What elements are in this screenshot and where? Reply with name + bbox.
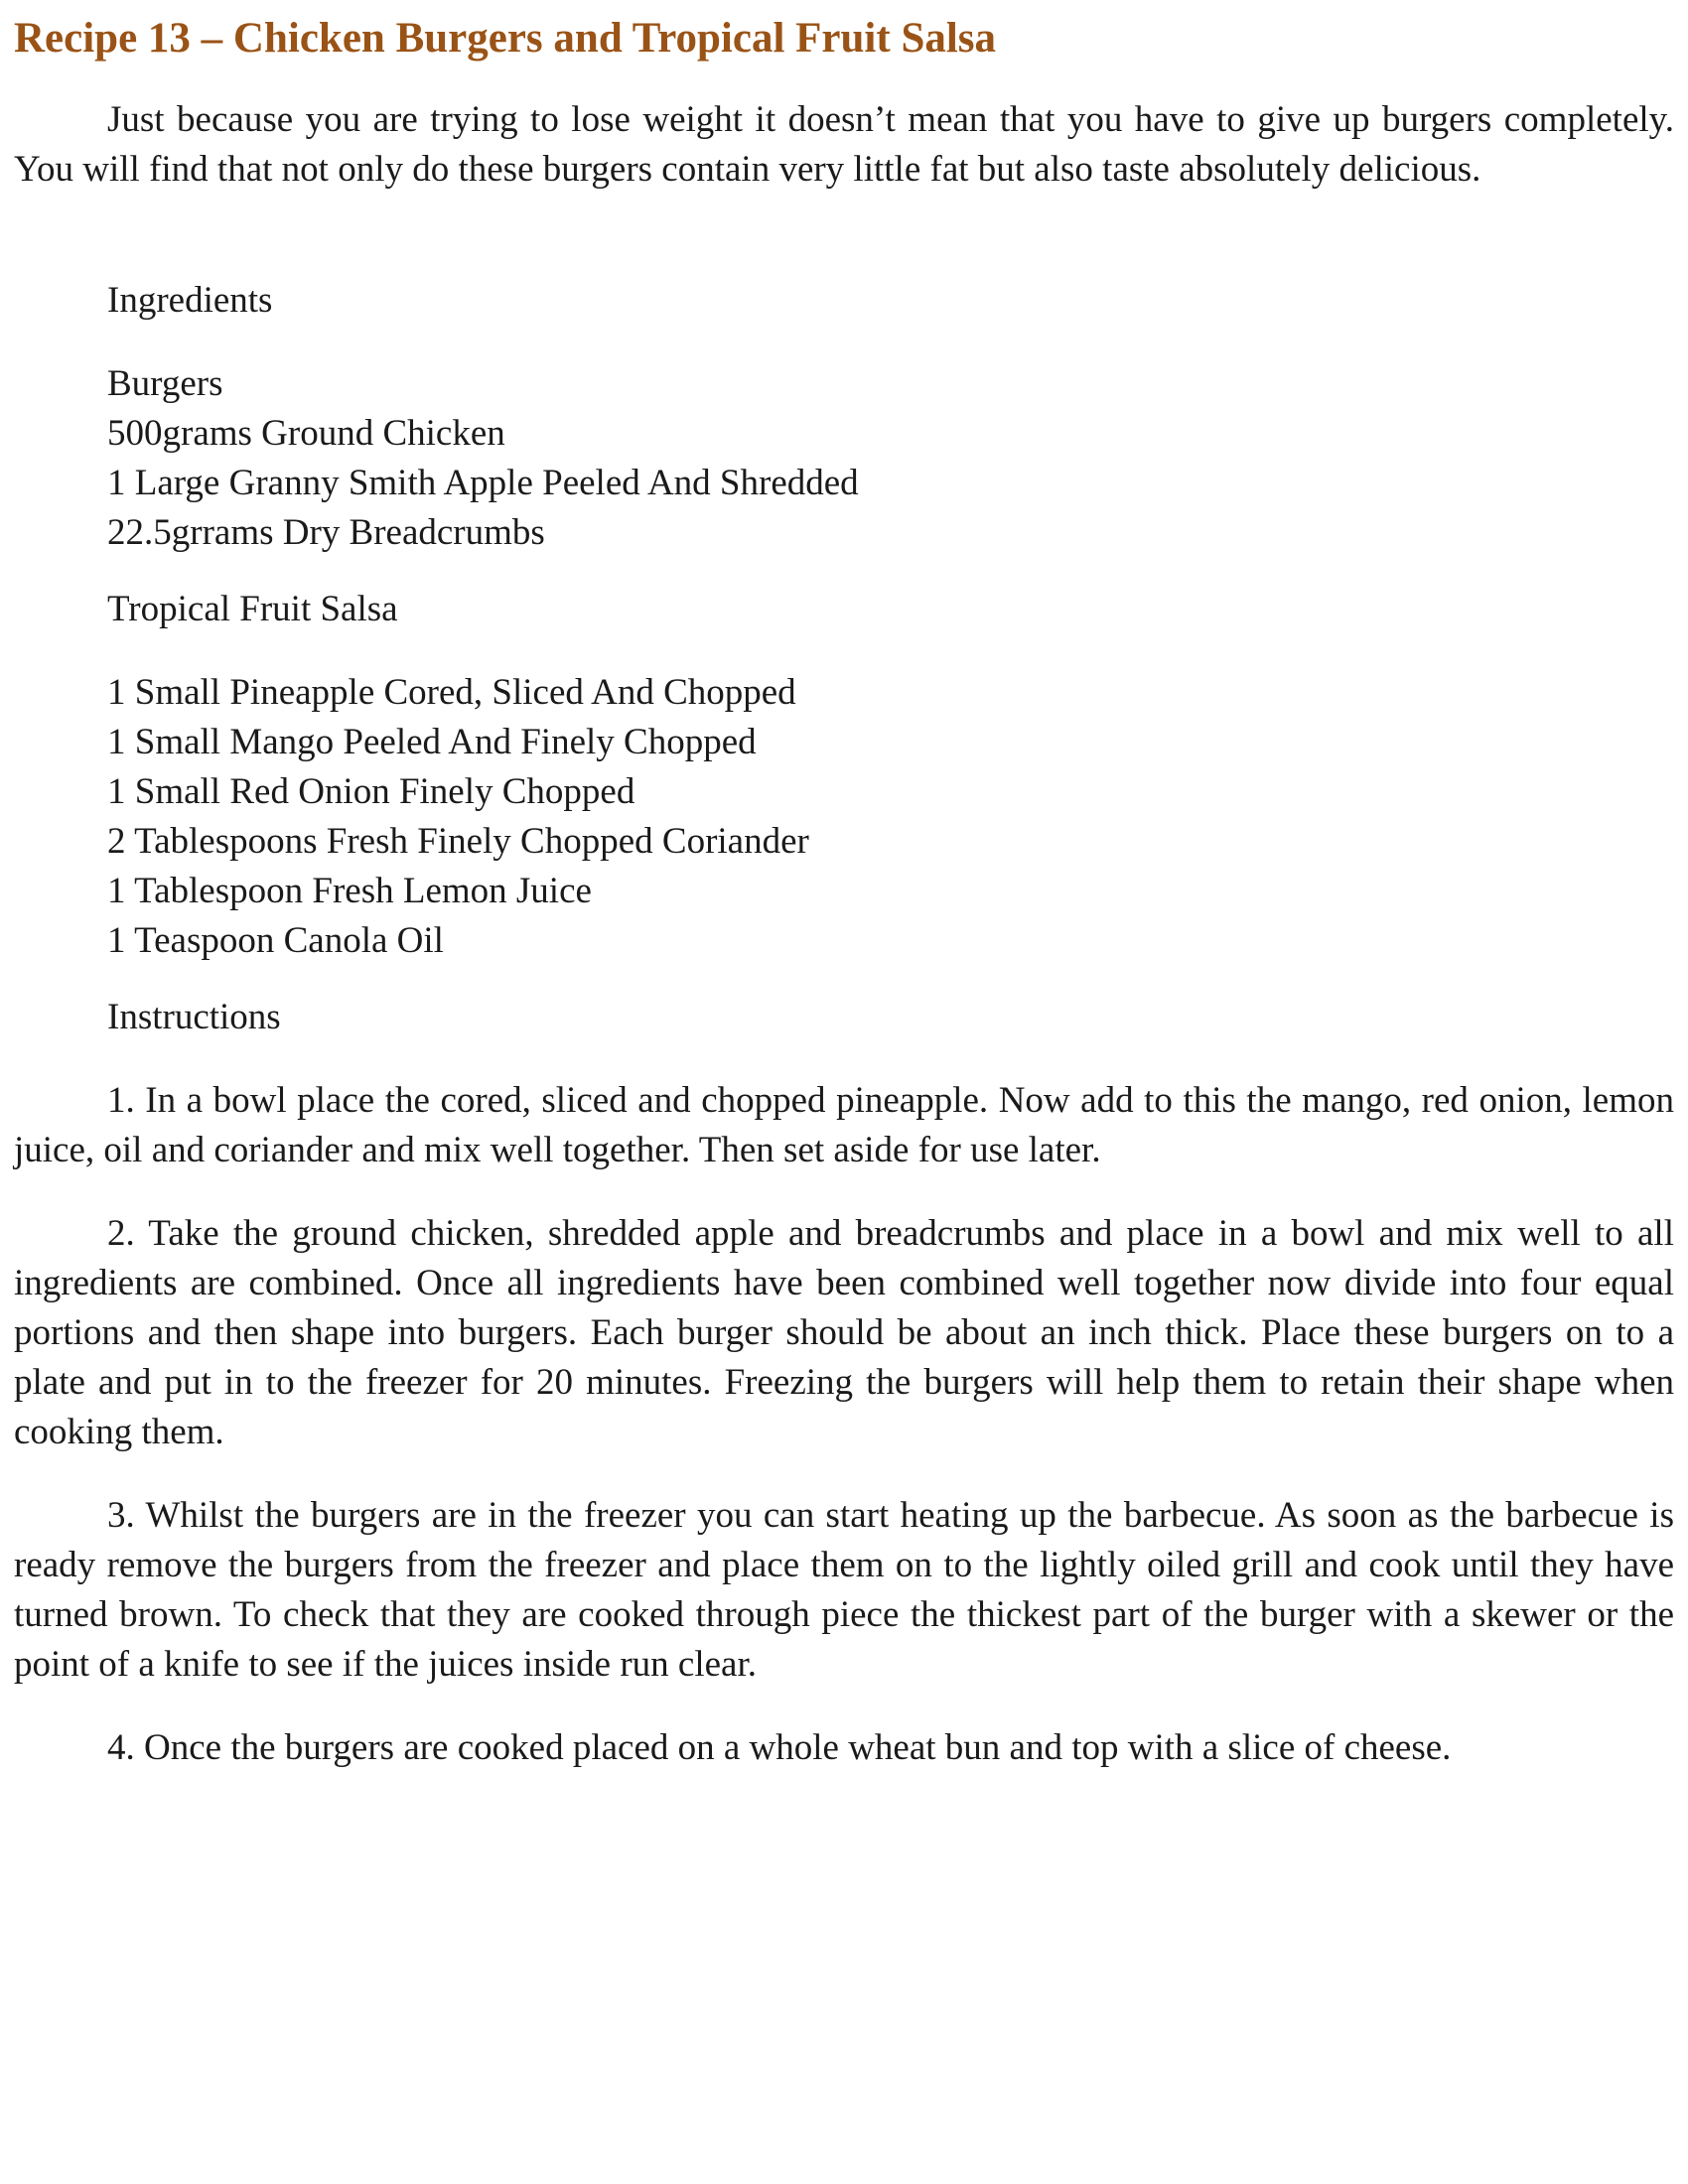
burgers-ingredients: [107, 359, 859, 558]
ingredient-item: 1 Small Pineapple Cored, Sliced And Chopped: [107, 672, 796, 713]
ingredients-heading: Ingredients: [107, 280, 273, 321]
ingredient-item: 500grams Ground Chicken: [107, 413, 505, 454]
instruction-step-3: 3. Whilst the burgers are in the freezer you can start heating up the barbecue. As soon as the barbecue is ready remove the burgers from the freezer and place them on to the lightly oiled grill and cook until they have turned brown. To check that they are cooked through piece the thickest part of the burger with a skewer or the point of a knife to see if the juices inside run clear.: [14, 1495, 1674, 1685]
ingredient-item: 1 Small Red Onion Finely Chopped: [107, 771, 635, 812]
salsa-heading: Tropical Fruit Salsa: [107, 589, 398, 629]
ingredient-item: 22.5grrams Dry Breadcrumbs: [107, 512, 545, 553]
instructions-heading: Instructions: [107, 997, 281, 1037]
recipe-title: Recipe 13 – Chicken Burgers and Tropical Fruit Salsa: [14, 15, 997, 62]
instruction-step-2: 2. Take the ground chicken, shredded apple and breadcrumbs and place in a bowl and mix well to all ingredients are combined. Once all ingredients have been combined well together now divide into four equal portions and then shape into burgers. Each burger should be about an inch thick. Place these burgers on to a plate and put in to the freezer for 20 minutes. Freezing the burgers will help them to retain their shape when cooking them.: [14, 1213, 1674, 1452]
salsa-ingredients: [107, 668, 809, 966]
burgers-heading: Burgers: [107, 363, 223, 404]
instruction-step-1: 1. In a bowl place the cored, sliced and chopped pineapple. Now add to this the mango, red onion, lemon juice, oil and coriander and mix well together. Then set aside for use later.: [14, 1080, 1674, 1170]
ingredient-item: 1 Tablespoon Fresh Lemon Juice: [107, 871, 592, 911]
ingredient-item: 1 Teaspoon Canola Oil: [107, 920, 444, 961]
ingredient-item: 1 Small Mango Peeled And Finely Chopped: [107, 722, 757, 762]
intro-paragraph: Just because you are trying to lose weight it doesn’t mean that you have to give up burgers completely. You will find that not only do these burgers contain very little fat but also taste absolutely delicious.: [14, 99, 1674, 190]
instruction-step-4: 4. Once the burgers are cooked placed on a whole wheat bun and top with a slice of cheese.: [107, 1727, 1452, 1768]
ingredient-item: 1 Large Granny Smith Apple Peeled And Shredded: [107, 463, 859, 503]
ingredient-item: 2 Tablespoons Fresh Finely Chopped Coriander: [107, 821, 809, 862]
